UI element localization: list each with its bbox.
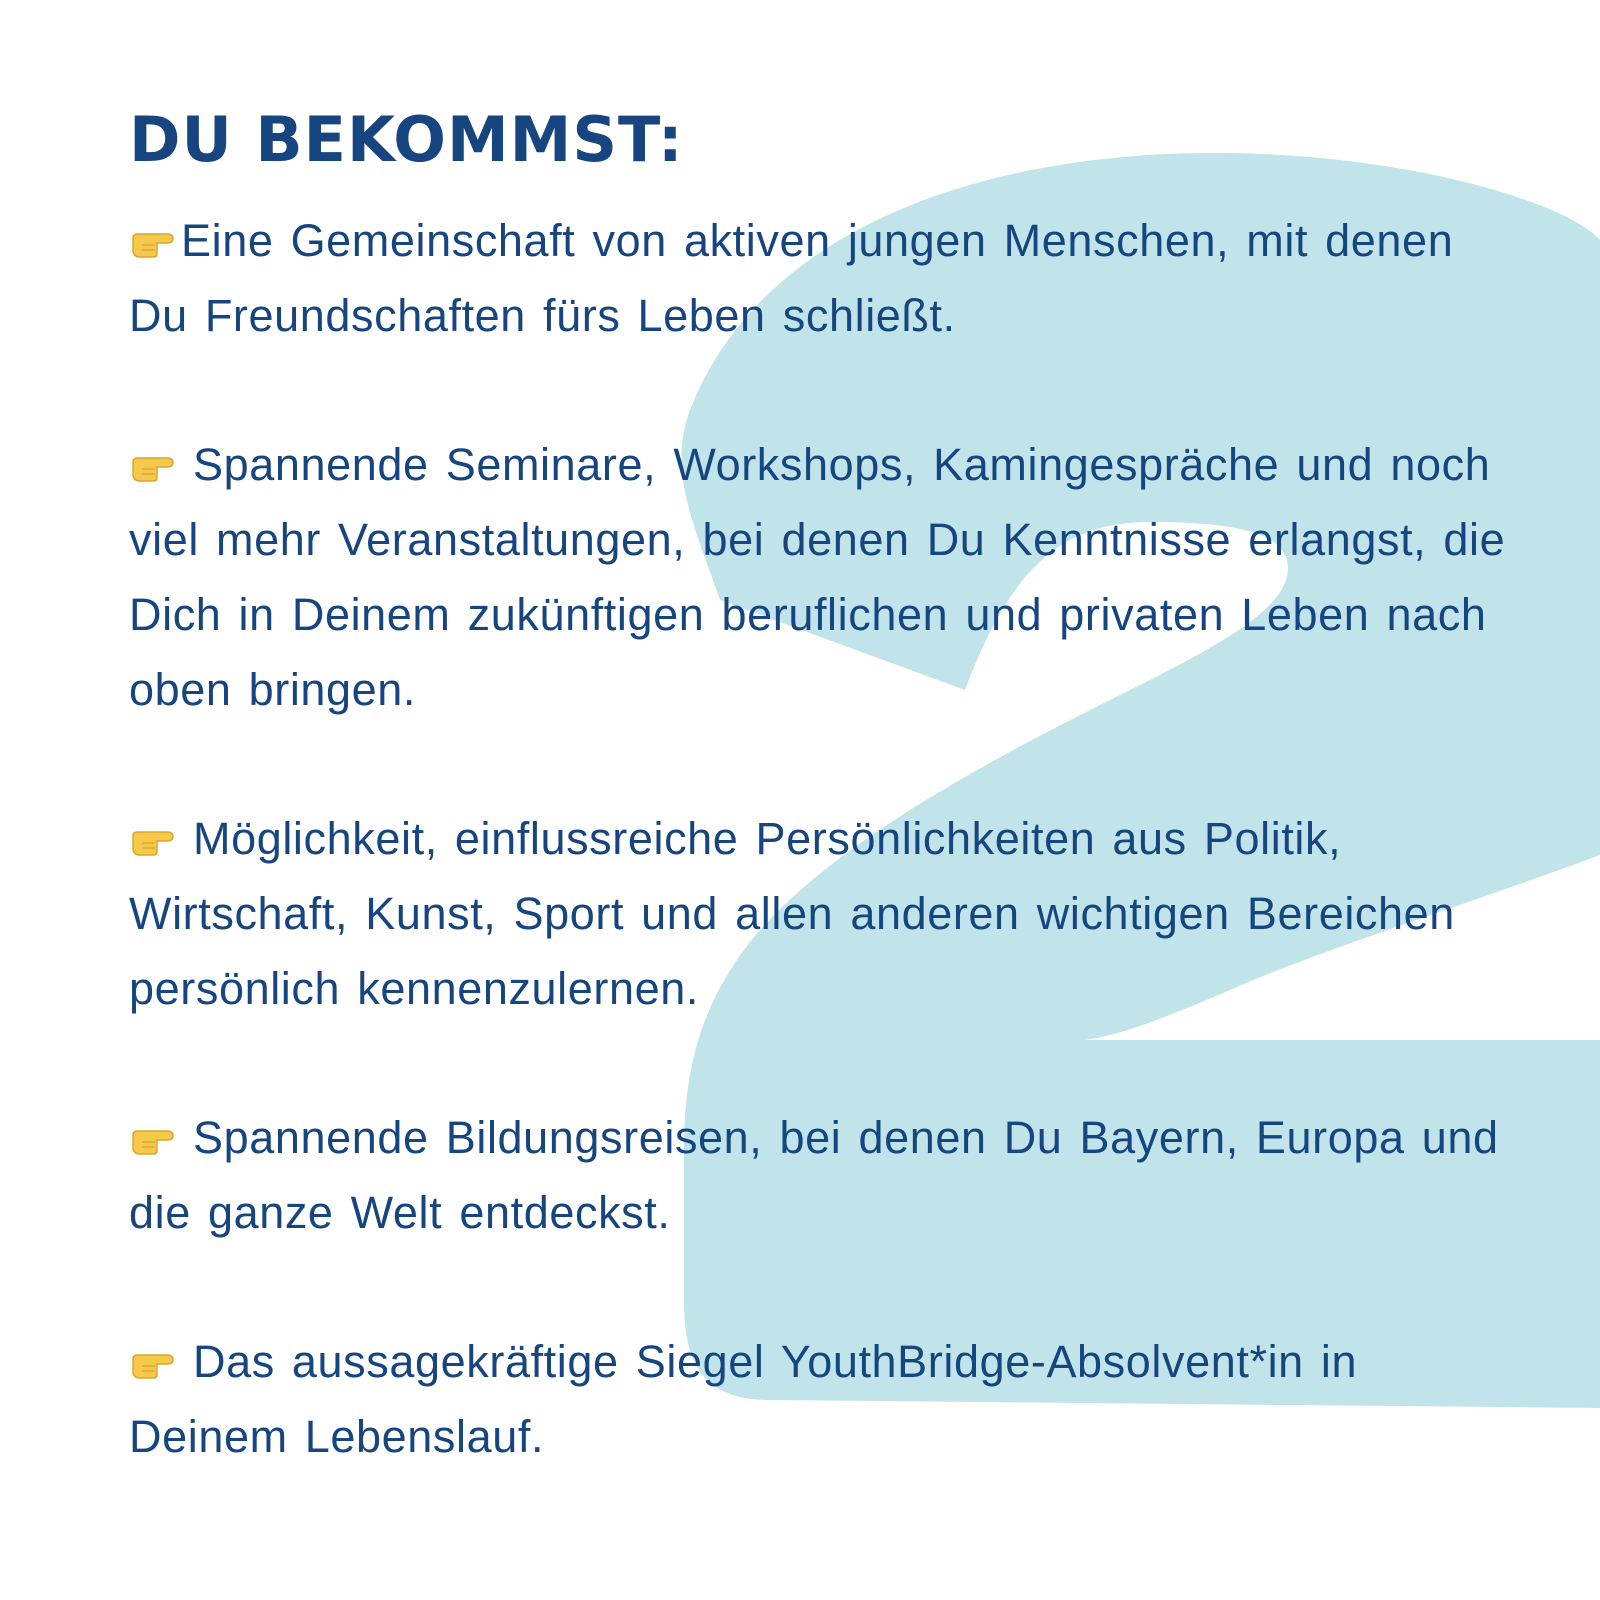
benefit-text: Spannende Seminare, Workshops, Kamingespräche und noch viel mehr Veranstaltungen, bei denen Du Kenntnisse erlangst, die Dich in Deinem zukünftigen beruflichen und privaten Leben nach oben bringen. bbox=[129, 439, 1506, 715]
benefits-section bbox=[129, 100, 1529, 1548]
pointing-right-hand-icon bbox=[129, 1345, 177, 1381]
pointing-right-hand-icon bbox=[129, 448, 177, 484]
pointing-right-hand-icon bbox=[129, 822, 177, 858]
benefit-text: Das aussagekräftige Siegel YouthBridge-Absolvent*in in Deinem Lebenslauf. bbox=[129, 1336, 1358, 1462]
benefit-item bbox=[129, 801, 1529, 1026]
benefits-list bbox=[129, 203, 1529, 1474]
benefit-item bbox=[129, 203, 1529, 353]
benefit-text: Spannende Bildungsreisen, bei denen Du Bayern, Europa und die ganze Welt entdeckst. bbox=[129, 1112, 1499, 1238]
benefit-item bbox=[129, 1100, 1529, 1250]
benefit-item bbox=[129, 1324, 1529, 1474]
benefit-text: Eine Gemeinschaft von aktiven jungen Menschen, mit denen Du Freundschaften fürs Leben schließt. bbox=[129, 215, 1454, 341]
benefit-text: Möglichkeit, einflussreiche Persönlichkeiten aus Politik, Wirtschaft, Kunst, Sport und allen anderen wichtigen Bereichen persönlich kennenzulernen. bbox=[129, 813, 1455, 1014]
benefit-item bbox=[129, 427, 1529, 727]
heading: DU BEKOMMST: bbox=[129, 103, 684, 176]
pointing-right-hand-icon bbox=[129, 1121, 177, 1157]
pointing-right-hand-icon bbox=[129, 224, 177, 260]
